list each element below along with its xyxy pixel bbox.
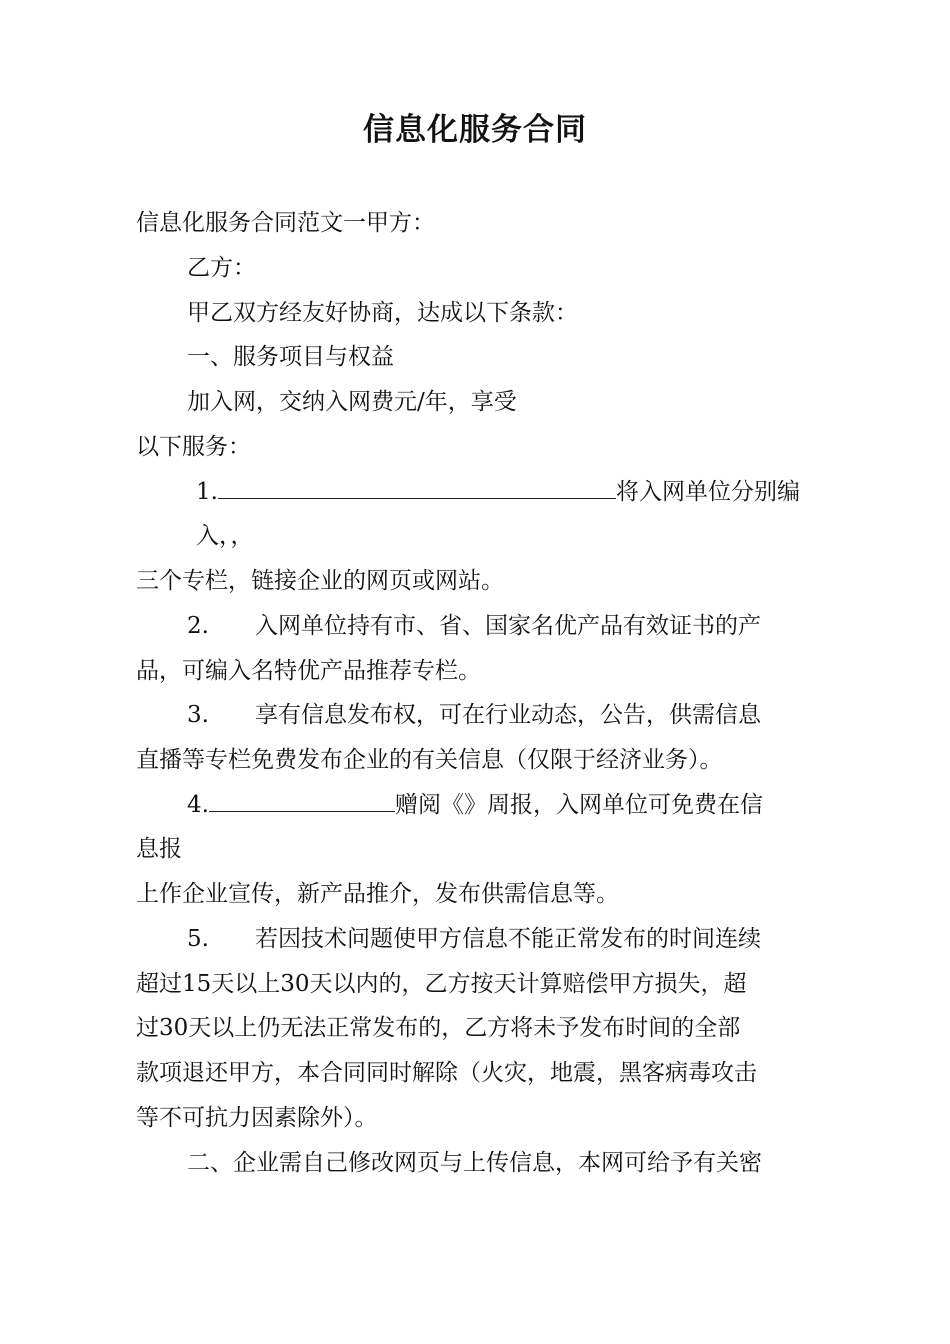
paragraph-line: 入，， xyxy=(196,523,254,549)
paragraph-line: 直播等专栏免费发布企业的有关信息（仅限于经济业务）。 xyxy=(136,747,723,773)
paragraph-line: 息报 xyxy=(136,836,182,862)
paragraph-line: 乙方： xyxy=(187,255,256,281)
list-item-3: 3. 享有信息发布权，可在行业动态，公告，供需信息 xyxy=(187,702,761,728)
paragraph-line: 甲乙双方经友好协商，达成以下条款： xyxy=(187,300,578,326)
paragraph-line: 过30天以上仍无法正常发布的，乙方将未予发布时间的全部 xyxy=(136,1015,741,1041)
paragraph-line: 品，可编入名特优产品推荐专栏。 xyxy=(136,658,481,684)
list-item-4 xyxy=(187,790,763,820)
document-title: 信息化服务合同 xyxy=(363,112,587,148)
paragraph-line: 加入网，交纳入网费元/年，享受 xyxy=(187,389,517,415)
paragraph-line: 上作企业宣传，新产品推介，发布供需信息等。 xyxy=(136,881,619,907)
section-heading: 一、服务项目与权益 xyxy=(187,344,394,370)
list-item-5: 5. 若因技术问题使甲方信息不能正常发布的时间连续 xyxy=(187,926,761,952)
list-item-1 xyxy=(196,477,800,507)
list-item-2: 2. 入网单位持有市、省、国家名优产品有效证书的产 xyxy=(187,613,761,639)
list-item-number: 1. xyxy=(196,479,218,505)
list-item-number: 4. xyxy=(187,792,209,818)
paragraph-line: 款项退还甲方，本合同同时解除（火灾，地震，黑客病毒攻击 xyxy=(136,1060,757,1086)
list-item-text: 赠阅《》周报，入网单位可免费在信 xyxy=(394,792,763,818)
paragraph-line: 三个专栏，链接企业的网页或网站。 xyxy=(136,568,504,594)
blank-underline xyxy=(218,478,616,499)
paragraph-line: 以下服务： xyxy=(136,434,251,460)
list-item-text: 将入网单位分别编 xyxy=(615,479,800,505)
paragraph-line: 信息化服务合同范文一甲方： xyxy=(136,210,435,236)
paragraph-line: 超过15天以上30天以内的，乙方按天计算赔偿甲方损失，超 xyxy=(136,971,747,997)
section-heading: 二、企业需自己修改网页与上传信息，本网可给予有关密 xyxy=(187,1150,762,1176)
paragraph-line: 等不可抗力因素除外）。 xyxy=(136,1105,378,1131)
blank-underline xyxy=(209,791,395,812)
